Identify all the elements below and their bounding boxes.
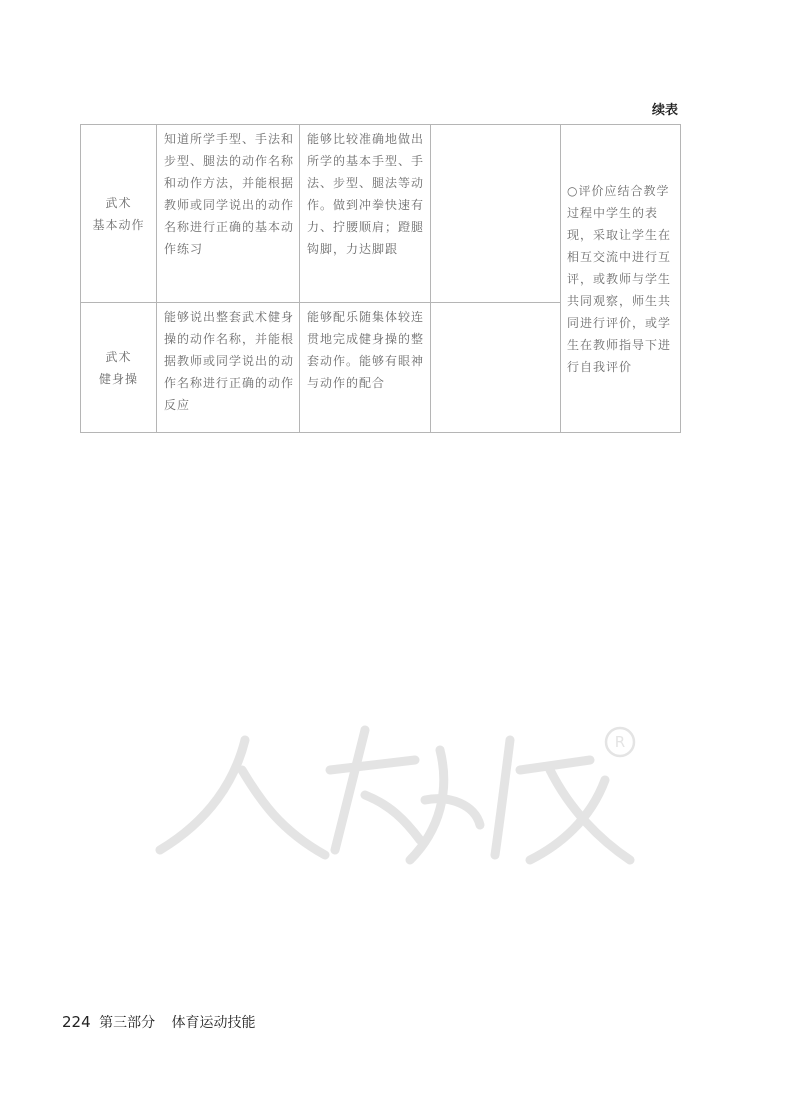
- knowledge-cell: 知道所学手型、手法和步型、腿法的动作名称和动作方法，并能根据教师或同学说出的动作名称进行正确的基本动作练习: [157, 125, 300, 303]
- part-label: 第三部分: [99, 1015, 156, 1031]
- category-cell: [81, 125, 157, 303]
- publisher-watermark: [150, 710, 670, 870]
- evaluation-note-cell: ○评价应结合教学过程中学生的表现，采取让学生在相互交流中进行互评，或教师与学生共同观察，师生共同进行评价，或学生在教师指导下进行自我评价: [561, 125, 681, 433]
- section-label: 体育运动技能: [171, 1015, 256, 1031]
- empty-cell: [431, 125, 561, 303]
- page-footer: [62, 1012, 256, 1032]
- skill-cell: 能够配乐随集体较连贯地完成健身操的整套动作。能够有眼神与动作的配合: [300, 303, 431, 433]
- category-cell: [81, 303, 157, 433]
- category-label: 武术: [105, 349, 132, 364]
- category-label: 基本动作: [92, 217, 145, 232]
- continued-table-label: 续表: [652, 103, 679, 118]
- curriculum-table: [80, 124, 681, 433]
- skill-cell: 能够比较准确地做出所学的基本手型、手法、步型、腿法等动作。做到冲拳快速有力、拧腰顺肩；蹬腿钩脚，力达脚跟: [300, 125, 431, 303]
- page-number: 224: [62, 1013, 91, 1031]
- table-row: [81, 125, 681, 303]
- empty-cell: [431, 303, 561, 433]
- category-label: 武术: [105, 195, 132, 210]
- svg-text:R: R: [614, 733, 626, 751]
- knowledge-cell: 能够说出整套武术健身操的动作名称，并能根据教师或同学说出的动作名称进行正确的动作反应: [157, 303, 300, 433]
- category-label: 健身操: [98, 371, 138, 386]
